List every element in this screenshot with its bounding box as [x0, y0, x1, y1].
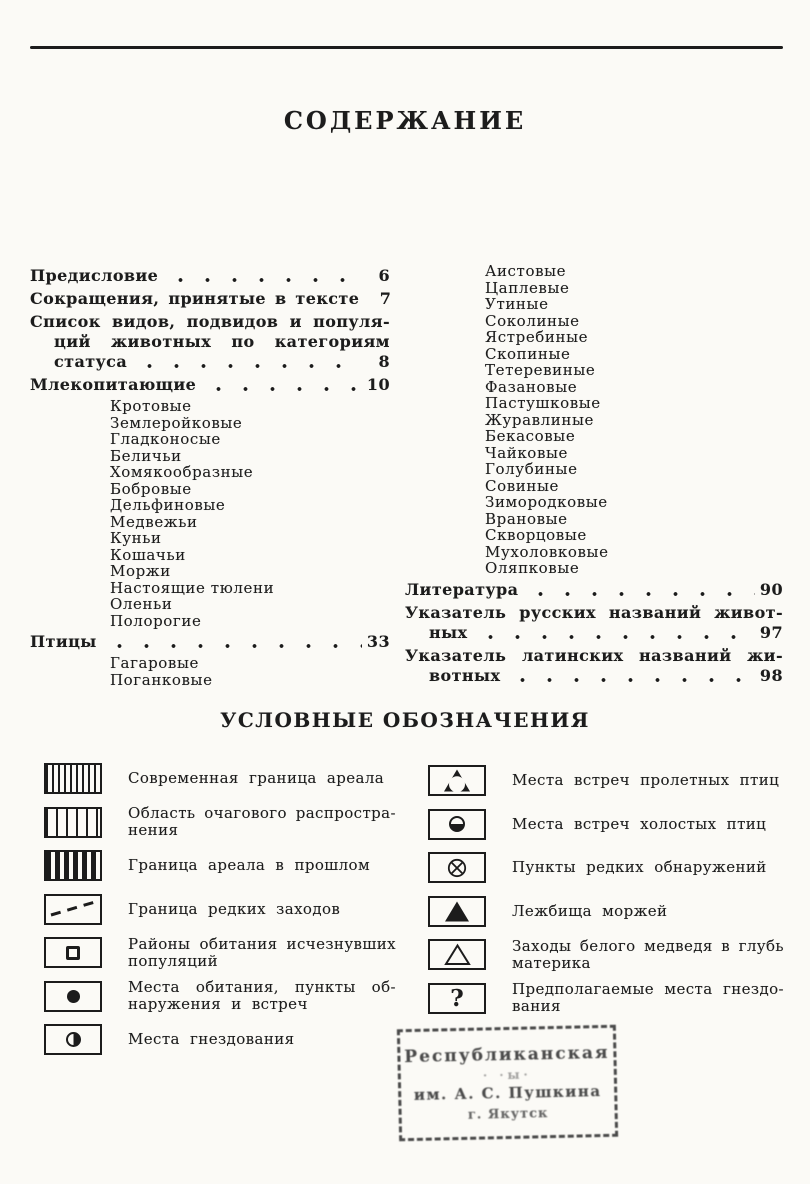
- toc-entry-line: [405, 623, 783, 643]
- toc-subitem: Соколиные: [485, 311, 580, 330]
- stamp-line: г. Якутск: [467, 1105, 549, 1123]
- legend-label: [128, 936, 396, 970]
- legend-label-line: Лежбища моржей: [512, 901, 668, 920]
- legend-label-line: Районы обитания исчезнувших: [128, 934, 396, 953]
- toc-page-number: 6: [378, 266, 390, 285]
- toc-subitem: Кротовые: [110, 397, 192, 415]
- toc-page-number: 98: [759, 665, 783, 685]
- toc-entry-line: ций животных по категориям: [54, 332, 390, 351]
- legend-label: [128, 979, 396, 1013]
- toc-subitem: Беличьи: [110, 446, 182, 465]
- legend-label-line: материка: [512, 953, 591, 972]
- toc-entry: [405, 580, 783, 600]
- toc-entry: [30, 289, 390, 309]
- legend-label-line: популяций: [128, 951, 219, 970]
- legend-label-line: Граница ареала в прошлом: [128, 856, 371, 874]
- open-square-icon: [44, 937, 102, 968]
- legend-label: [512, 859, 784, 876]
- toc-page-number: 97: [759, 622, 783, 642]
- toc-entry: [405, 603, 783, 643]
- toc-entry: [30, 312, 390, 372]
- dot-leader: [163, 266, 363, 286]
- toc-subitem: Оленьи: [110, 595, 173, 613]
- legend-label: [512, 903, 784, 920]
- legend-label: [128, 805, 396, 839]
- legend-label: [128, 857, 396, 874]
- legend-row: [44, 934, 396, 970]
- toc-subitem: Голубиные: [485, 460, 578, 478]
- legend-label: [128, 1031, 396, 1048]
- toc-entry-line: [30, 266, 390, 286]
- toc-entry: [405, 646, 783, 686]
- hatch-dense-icon: [44, 763, 102, 794]
- legend-label-line: Места встреч пролетных птиц: [512, 771, 780, 789]
- toc-subitem: Скопиные: [485, 344, 571, 363]
- toc-subitem: Настоящие тюлени: [110, 578, 275, 597]
- toc-entry-line: [30, 375, 390, 395]
- toc-subitem: Журавлиные: [485, 410, 595, 429]
- toc-subitem: Моржи: [110, 562, 171, 580]
- toc-subitem: Тетеревиные: [485, 361, 596, 379]
- dash-line-icon: [44, 894, 102, 925]
- dot-leader: [523, 580, 755, 600]
- legend-row: [428, 980, 784, 1015]
- toc-entry-line: [30, 352, 390, 372]
- toc-subitem: Дельфиновые: [110, 496, 226, 514]
- legend-label-line: нения: [128, 821, 179, 839]
- toc-entry-label: ных: [429, 622, 468, 642]
- legend-left-column: [44, 763, 396, 1068]
- toc-subitem: Бекасовые: [485, 427, 576, 445]
- toc-subitem: Поганковые: [110, 670, 213, 689]
- legend-label-line: Пункты редких обнаружений: [512, 858, 767, 876]
- circle-bottom-half-icon: [428, 809, 486, 840]
- legend-row: [44, 978, 396, 1013]
- dot-leader: [473, 623, 755, 643]
- filled-triangle-icon: [428, 896, 486, 927]
- toc-subitem: Гладконосые: [110, 430, 221, 448]
- toc-entry-label: Млекопитающие: [30, 375, 197, 394]
- legend-label-line: Граница редких заходов: [128, 899, 341, 918]
- toc-subitem: Мухоловковые: [485, 542, 609, 561]
- stamp-line: Республиканская: [404, 1042, 610, 1067]
- toc-subitem: Скворцовые: [485, 526, 587, 544]
- legend-row: [428, 896, 784, 927]
- dot-leader: [132, 352, 363, 372]
- toc-subitem: Цаплевые: [485, 278, 570, 297]
- toc-subitem: Пастушковые: [485, 394, 601, 412]
- toc-subitem: Аистовые: [485, 262, 567, 280]
- legend-row: [44, 763, 396, 794]
- legend-label: [512, 772, 784, 789]
- toc-subitem: Ястребиные: [485, 328, 589, 346]
- half-circle-right-icon: [44, 1024, 102, 1055]
- legend-label-line: вания: [512, 997, 561, 1015]
- toc-subitem: Хомякообразные: [110, 463, 254, 481]
- hatch-sparse-icon: [44, 807, 102, 838]
- toc-entry-line: Указатель латинских названий жи-: [405, 645, 783, 665]
- legend-label: [128, 770, 396, 787]
- page-top-rule: [30, 46, 783, 49]
- library-stamp: [397, 1025, 618, 1142]
- toc-entry-label: Предисловие: [30, 266, 159, 285]
- toc-entry-label: Птицы: [30, 632, 97, 651]
- legend-label-line: Заходы белого медведя в глубь: [512, 936, 784, 955]
- toc-subitem: Гагаровые: [110, 654, 199, 672]
- legend-title: УСЛОВНЫЕ ОБОЗНАЧЕНИЯ: [220, 708, 590, 732]
- toc-entry-line: [30, 289, 390, 309]
- legend-label: [512, 938, 784, 972]
- legend-row: [428, 765, 784, 796]
- stamp-line-faded: · ·ы·: [482, 1066, 532, 1083]
- toc-entry-label: Литература: [405, 579, 519, 599]
- toc-entry: [30, 375, 390, 395]
- dot-leader: [201, 375, 362, 395]
- toc-subitem: Совиные: [485, 476, 559, 495]
- legend-label-line: наружения и встреч: [128, 995, 308, 1013]
- toc-entry-line: Указатель русских названий живот-: [405, 602, 783, 622]
- legend-row: [428, 852, 784, 883]
- dot-leader: [505, 666, 755, 686]
- triangle-circle-icon: [428, 765, 486, 796]
- dot-leader: [102, 632, 362, 652]
- toc-entry: [30, 632, 390, 652]
- legend-label-line: Места встреч холостых птиц: [512, 814, 767, 833]
- toc-subitem: Кошачьи: [110, 545, 186, 564]
- toc-entry-line: [30, 632, 390, 652]
- open-triangle-icon: [428, 939, 486, 970]
- toc-subitem: Куньи: [110, 529, 162, 547]
- legend-label-line: Предполагаемые места гнездо-: [512, 980, 784, 998]
- toc-subitem: Зимородковые: [485, 493, 608, 511]
- toc-subitem: Землеройковые: [110, 413, 243, 432]
- toc-subitem: Врановые: [485, 509, 568, 528]
- filled-circle-icon: [44, 981, 102, 1012]
- legend-right-column: [428, 763, 784, 1068]
- legend-label: [512, 981, 784, 1015]
- toc-entry-label: вотных: [429, 665, 501, 685]
- toc-entry-line: [405, 580, 783, 600]
- legend-label: [128, 901, 396, 918]
- toc-page-number: 10: [366, 375, 390, 394]
- legend-row: [428, 809, 784, 840]
- legend-label-line: Места обитания, пункты об-: [128, 978, 396, 996]
- toc-entry-line: [405, 666, 783, 686]
- toc-subitem: Утиные: [485, 295, 549, 313]
- toc-page-number: 8: [378, 352, 390, 371]
- table-of-contents: [30, 263, 783, 689]
- toc-left-column: [30, 263, 390, 689]
- legend-row: [44, 1024, 396, 1055]
- legend-row: [44, 850, 396, 881]
- toc-right-column: [405, 263, 783, 689]
- question-mark-icon: ?: [428, 983, 486, 1014]
- legend-row: [428, 936, 784, 972]
- toc-page-number: 33: [366, 632, 390, 651]
- legend-row: [44, 804, 396, 839]
- legend-label: [512, 816, 784, 833]
- legend-label-line: Места гнездования: [128, 1030, 295, 1048]
- toc-entry-label: статуса: [54, 352, 128, 371]
- stamp-line: им. А. С. Пушкина: [413, 1081, 602, 1104]
- contents-title: СОДЕРЖАНИЕ: [283, 106, 527, 135]
- toc-subitem: Фазановые: [485, 377, 578, 396]
- hatch-bold-icon: [44, 850, 102, 881]
- toc-subitem: Медвежьи: [110, 512, 198, 531]
- toc-subitem: Полорогие: [110, 611, 202, 630]
- toc-subitem: Бобровые: [110, 479, 192, 498]
- legend-label-line: Область очагового распростра-: [128, 804, 396, 822]
- toc-page-number: 7: [379, 289, 392, 308]
- toc-entry-label: Сокращения, принятые в тексте: [30, 289, 360, 308]
- toc-subitem: Оляпковые: [485, 559, 580, 577]
- legend-label-line: Современная граница ареала: [128, 769, 385, 787]
- toc-page-number: 90: [759, 579, 783, 599]
- legend: [44, 763, 784, 1068]
- toc-entry: [30, 266, 390, 286]
- toc-entry-line: Список видов, подвидов и популя-: [30, 312, 390, 331]
- toc-subitem: Чайковые: [485, 443, 569, 462]
- circle-cross-icon: [428, 852, 486, 883]
- legend-row: [44, 894, 396, 925]
